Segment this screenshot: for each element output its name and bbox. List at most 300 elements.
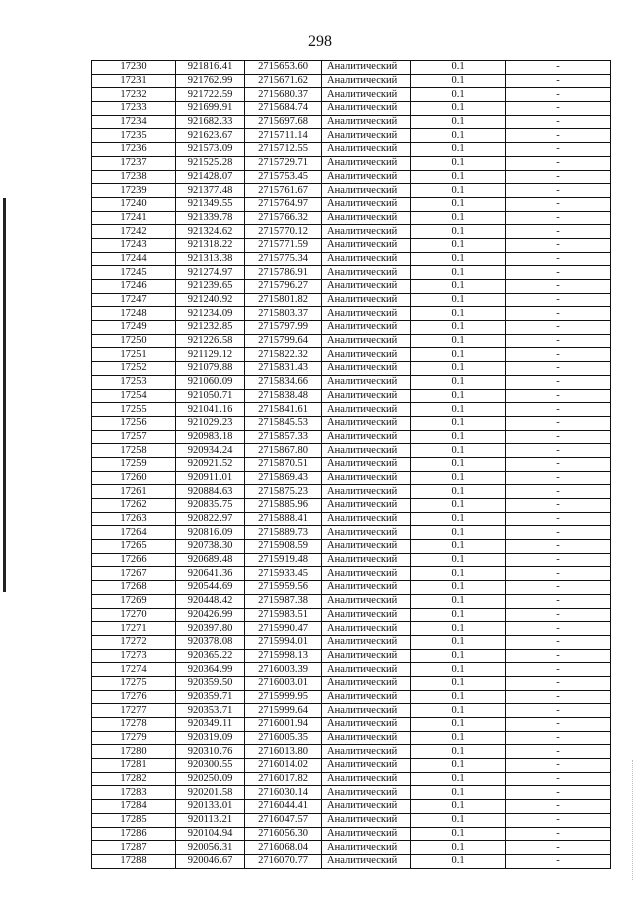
y-coordinate-cell: 2715803.37: [245, 307, 322, 321]
y-coordinate-cell: 2715857.33: [245, 430, 322, 444]
note-cell: -: [506, 553, 611, 567]
point-number-cell: 17288: [92, 854, 176, 868]
table-row: [92, 526, 611, 540]
note-cell: -: [506, 197, 611, 211]
y-coordinate-cell: 2715999.64: [245, 704, 322, 718]
x-coordinate-cell: 920056.31: [176, 841, 245, 855]
note-cell: -: [506, 540, 611, 554]
x-coordinate-cell: 920641.36: [176, 567, 245, 581]
point-number-cell: 17273: [92, 649, 176, 663]
accuracy-cell: 0.1: [411, 362, 506, 376]
method-cell: Аналитический: [322, 594, 411, 608]
method-cell: Аналитический: [322, 553, 411, 567]
note-cell: -: [506, 718, 611, 732]
accuracy-cell: 0.1: [411, 430, 506, 444]
note-cell: -: [506, 156, 611, 170]
x-coordinate-cell: 920934.24: [176, 444, 245, 458]
method-cell: Аналитический: [322, 786, 411, 800]
x-coordinate-cell: 921324.62: [176, 225, 245, 239]
x-coordinate-cell: 921377.48: [176, 184, 245, 198]
x-coordinate-cell: 920349.11: [176, 718, 245, 732]
table-row: [92, 608, 611, 622]
point-number-cell: 17231: [92, 74, 176, 88]
table-row: [92, 635, 611, 649]
point-number-cell: 17277: [92, 704, 176, 718]
y-coordinate-cell: 2715653.60: [245, 61, 322, 75]
point-number-cell: 17253: [92, 375, 176, 389]
accuracy-cell: 0.1: [411, 170, 506, 184]
note-cell: -: [506, 129, 611, 143]
table-row: [92, 622, 611, 636]
accuracy-cell: 0.1: [411, 827, 506, 841]
method-cell: Аналитический: [322, 731, 411, 745]
accuracy-cell: 0.1: [411, 608, 506, 622]
accuracy-cell: 0.1: [411, 854, 506, 868]
method-cell: Аналитический: [322, 307, 411, 321]
accuracy-cell: 0.1: [411, 567, 506, 581]
y-coordinate-cell: 2715889.73: [245, 526, 322, 540]
x-coordinate-cell: 920448.42: [176, 594, 245, 608]
note-cell: -: [506, 321, 611, 335]
accuracy-cell: 0.1: [411, 471, 506, 485]
note-cell: -: [506, 622, 611, 636]
y-coordinate-cell: 2715990.47: [245, 622, 322, 636]
point-number-cell: 17286: [92, 827, 176, 841]
x-coordinate-cell: 921722.59: [176, 88, 245, 102]
accuracy-cell: 0.1: [411, 238, 506, 252]
method-cell: Аналитический: [322, 102, 411, 116]
x-coordinate-cell: 920835.75: [176, 499, 245, 513]
y-coordinate-cell: 2715845.53: [245, 416, 322, 430]
accuracy-cell: 0.1: [411, 676, 506, 690]
point-number-cell: 17237: [92, 156, 176, 170]
accuracy-cell: 0.1: [411, 416, 506, 430]
y-coordinate-cell: 2715697.68: [245, 115, 322, 129]
point-number-cell: 17278: [92, 718, 176, 732]
y-coordinate-cell: 2715875.23: [245, 485, 322, 499]
accuracy-cell: 0.1: [411, 197, 506, 211]
note-cell: -: [506, 102, 611, 116]
method-cell: Аналитический: [322, 841, 411, 855]
method-cell: Аналитический: [322, 225, 411, 239]
table-row: [92, 485, 611, 499]
table-row: [92, 594, 611, 608]
y-coordinate-cell: 2715684.74: [245, 102, 322, 116]
x-coordinate-cell: 920983.18: [176, 430, 245, 444]
point-number-cell: 17275: [92, 676, 176, 690]
point-number-cell: 17232: [92, 88, 176, 102]
point-number-cell: 17230: [92, 61, 176, 75]
table-row: [92, 266, 611, 280]
table-row: [92, 430, 611, 444]
method-cell: Аналитический: [322, 499, 411, 513]
x-coordinate-cell: 920822.97: [176, 512, 245, 526]
method-cell: Аналитический: [322, 293, 411, 307]
method-cell: Аналитический: [322, 280, 411, 294]
accuracy-cell: 0.1: [411, 581, 506, 595]
table-row: [92, 704, 611, 718]
note-cell: -: [506, 143, 611, 157]
x-coordinate-cell: 920113.21: [176, 813, 245, 827]
table-row: [92, 663, 611, 677]
accuracy-cell: 0.1: [411, 102, 506, 116]
method-cell: Аналитический: [322, 129, 411, 143]
table-row: [92, 444, 611, 458]
note-cell: -: [506, 813, 611, 827]
point-number-cell: 17254: [92, 389, 176, 403]
note-cell: -: [506, 280, 611, 294]
x-coordinate-cell: 920300.55: [176, 759, 245, 773]
point-number-cell: 17258: [92, 444, 176, 458]
note-cell: -: [506, 362, 611, 376]
method-cell: Аналитический: [322, 540, 411, 554]
y-coordinate-cell: 2715770.12: [245, 225, 322, 239]
point-number-cell: 17287: [92, 841, 176, 855]
x-coordinate-cell: 920397.80: [176, 622, 245, 636]
method-cell: Аналитический: [322, 266, 411, 280]
method-cell: Аналитический: [322, 74, 411, 88]
accuracy-cell: 0.1: [411, 622, 506, 636]
method-cell: Аналитический: [322, 170, 411, 184]
y-coordinate-cell: 2715712.55: [245, 143, 322, 157]
table-row: [92, 403, 611, 417]
table-row: [92, 649, 611, 663]
y-coordinate-cell: 2716003.01: [245, 676, 322, 690]
y-coordinate-cell: 2715680.37: [245, 88, 322, 102]
y-coordinate-cell: 2715867.80: [245, 444, 322, 458]
x-coordinate-cell: 920104.94: [176, 827, 245, 841]
point-number-cell: 17242: [92, 225, 176, 239]
accuracy-cell: 0.1: [411, 772, 506, 786]
table-row: [92, 731, 611, 745]
note-cell: -: [506, 512, 611, 526]
table-row: [92, 827, 611, 841]
point-number-cell: 17252: [92, 362, 176, 376]
table-row: [92, 854, 611, 868]
table-row: [92, 540, 611, 554]
point-number-cell: 17255: [92, 403, 176, 417]
point-number-cell: 17270: [92, 608, 176, 622]
accuracy-cell: 0.1: [411, 143, 506, 157]
accuracy-cell: 0.1: [411, 718, 506, 732]
point-number-cell: 17272: [92, 635, 176, 649]
table-row: [92, 74, 611, 88]
accuracy-cell: 0.1: [411, 444, 506, 458]
table-row: [92, 293, 611, 307]
x-coordinate-cell: 921428.07: [176, 170, 245, 184]
y-coordinate-cell: 2715797.99: [245, 321, 322, 335]
x-coordinate-cell: 921226.58: [176, 334, 245, 348]
method-cell: Аналитический: [322, 156, 411, 170]
x-coordinate-cell: 921699.91: [176, 102, 245, 116]
table-row: [92, 184, 611, 198]
y-coordinate-cell: 2715869.43: [245, 471, 322, 485]
accuracy-cell: 0.1: [411, 321, 506, 335]
point-number-cell: 17279: [92, 731, 176, 745]
x-coordinate-cell: 920046.67: [176, 854, 245, 868]
method-cell: Аналитический: [322, 389, 411, 403]
point-number-cell: 17280: [92, 745, 176, 759]
x-coordinate-cell: 920319.09: [176, 731, 245, 745]
accuracy-cell: 0.1: [411, 129, 506, 143]
method-cell: Аналитический: [322, 471, 411, 485]
table-row: [92, 759, 611, 773]
method-cell: Аналитический: [322, 622, 411, 636]
x-coordinate-cell: 921029.23: [176, 416, 245, 430]
table-row: [92, 225, 611, 239]
note-cell: -: [506, 416, 611, 430]
x-coordinate-cell: 921313.38: [176, 252, 245, 266]
x-coordinate-cell: 921129.12: [176, 348, 245, 362]
accuracy-cell: 0.1: [411, 348, 506, 362]
y-coordinate-cell: 2716003.39: [245, 663, 322, 677]
point-number-cell: 17233: [92, 102, 176, 116]
y-coordinate-cell: 2716017.82: [245, 772, 322, 786]
y-coordinate-cell: 2715764.97: [245, 197, 322, 211]
note-cell: -: [506, 676, 611, 690]
table-row: [92, 129, 611, 143]
accuracy-cell: 0.1: [411, 403, 506, 417]
y-coordinate-cell: 2716068.04: [245, 841, 322, 855]
accuracy-cell: 0.1: [411, 293, 506, 307]
y-coordinate-cell: 2715841.61: [245, 403, 322, 417]
y-coordinate-cell: 2715761.67: [245, 184, 322, 198]
x-coordinate-cell: 921318.22: [176, 238, 245, 252]
x-coordinate-cell: 920816.09: [176, 526, 245, 540]
y-coordinate-cell: 2716013.80: [245, 745, 322, 759]
accuracy-cell: 0.1: [411, 553, 506, 567]
y-coordinate-cell: 2715998.13: [245, 649, 322, 663]
x-coordinate-cell: 921623.67: [176, 129, 245, 143]
point-number-cell: 17271: [92, 622, 176, 636]
table-row: [92, 321, 611, 335]
note-cell: -: [506, 581, 611, 595]
point-number-cell: 17269: [92, 594, 176, 608]
accuracy-cell: 0.1: [411, 663, 506, 677]
accuracy-cell: 0.1: [411, 841, 506, 855]
method-cell: Аналитический: [322, 526, 411, 540]
accuracy-cell: 0.1: [411, 184, 506, 198]
method-cell: Аналитический: [322, 184, 411, 198]
accuracy-cell: 0.1: [411, 499, 506, 513]
table-row: [92, 115, 611, 129]
point-number-cell: 17259: [92, 457, 176, 471]
note-cell: -: [506, 745, 611, 759]
method-cell: Аналитический: [322, 348, 411, 362]
table-row: [92, 88, 611, 102]
table-row: [92, 676, 611, 690]
note-cell: -: [506, 238, 611, 252]
y-coordinate-cell: 2716056.30: [245, 827, 322, 841]
y-coordinate-cell: 2715775.34: [245, 252, 322, 266]
table-row: [92, 581, 611, 595]
accuracy-cell: 0.1: [411, 690, 506, 704]
note-cell: -: [506, 375, 611, 389]
point-number-cell: 17249: [92, 321, 176, 335]
x-coordinate-cell: 921274.97: [176, 266, 245, 280]
x-coordinate-cell: 921041.16: [176, 403, 245, 417]
table-row: [92, 690, 611, 704]
x-coordinate-cell: 920310.76: [176, 745, 245, 759]
y-coordinate-cell: 2715834.66: [245, 375, 322, 389]
scan-margin-dots: [632, 760, 634, 880]
note-cell: -: [506, 649, 611, 663]
point-number-cell: 17282: [92, 772, 176, 786]
method-cell: Аналитический: [322, 457, 411, 471]
method-cell: Аналитический: [322, 238, 411, 252]
y-coordinate-cell: 2715786.91: [245, 266, 322, 280]
accuracy-cell: 0.1: [411, 307, 506, 321]
method-cell: Аналитический: [322, 375, 411, 389]
table-row: [92, 813, 611, 827]
note-cell: -: [506, 731, 611, 745]
accuracy-cell: 0.1: [411, 457, 506, 471]
table-row: [92, 280, 611, 294]
method-cell: Аналитический: [322, 334, 411, 348]
note-cell: -: [506, 704, 611, 718]
coordinates-table-body: [92, 61, 611, 869]
table-row: [92, 457, 611, 471]
x-coordinate-cell: 921239.65: [176, 280, 245, 294]
y-coordinate-cell: 2716070.77: [245, 854, 322, 868]
point-number-cell: 17274: [92, 663, 176, 677]
y-coordinate-cell: 2715888.41: [245, 512, 322, 526]
point-number-cell: 17248: [92, 307, 176, 321]
accuracy-cell: 0.1: [411, 731, 506, 745]
x-coordinate-cell: 921573.09: [176, 143, 245, 157]
accuracy-cell: 0.1: [411, 745, 506, 759]
note-cell: -: [506, 827, 611, 841]
note-cell: -: [506, 567, 611, 581]
x-coordinate-cell: 921762.99: [176, 74, 245, 88]
accuracy-cell: 0.1: [411, 800, 506, 814]
x-coordinate-cell: 921050.71: [176, 389, 245, 403]
method-cell: Аналитический: [322, 416, 411, 430]
table-row: [92, 334, 611, 348]
x-coordinate-cell: 920133.01: [176, 800, 245, 814]
point-number-cell: 17238: [92, 170, 176, 184]
method-cell: Аналитический: [322, 704, 411, 718]
point-number-cell: 17283: [92, 786, 176, 800]
note-cell: -: [506, 444, 611, 458]
method-cell: Аналитический: [322, 827, 411, 841]
note-cell: -: [506, 88, 611, 102]
x-coordinate-cell: 921816.41: [176, 61, 245, 75]
table-row: [92, 238, 611, 252]
note-cell: -: [506, 293, 611, 307]
y-coordinate-cell: 2716014.02: [245, 759, 322, 773]
point-number-cell: 17235: [92, 129, 176, 143]
table-row: [92, 800, 611, 814]
method-cell: Аналитический: [322, 663, 411, 677]
accuracy-cell: 0.1: [411, 280, 506, 294]
note-cell: -: [506, 170, 611, 184]
table-row: [92, 307, 611, 321]
method-cell: Аналитический: [322, 252, 411, 266]
note-cell: -: [506, 759, 611, 773]
x-coordinate-cell: 921234.09: [176, 307, 245, 321]
method-cell: Аналитический: [322, 635, 411, 649]
accuracy-cell: 0.1: [411, 88, 506, 102]
method-cell: Аналитический: [322, 143, 411, 157]
point-number-cell: 17236: [92, 143, 176, 157]
accuracy-cell: 0.1: [411, 115, 506, 129]
method-cell: Аналитический: [322, 115, 411, 129]
y-coordinate-cell: 2715933.45: [245, 567, 322, 581]
y-coordinate-cell: 2715831.43: [245, 362, 322, 376]
accuracy-cell: 0.1: [411, 813, 506, 827]
method-cell: Аналитический: [322, 649, 411, 663]
table-row: [92, 841, 611, 855]
accuracy-cell: 0.1: [411, 156, 506, 170]
note-cell: -: [506, 61, 611, 75]
accuracy-cell: 0.1: [411, 389, 506, 403]
note-cell: -: [506, 499, 611, 513]
point-number-cell: 17267: [92, 567, 176, 581]
table-row: [92, 61, 611, 75]
table-row: [92, 211, 611, 225]
point-number-cell: 17241: [92, 211, 176, 225]
point-number-cell: 17266: [92, 553, 176, 567]
table-row: [92, 553, 611, 567]
note-cell: -: [506, 266, 611, 280]
note-cell: -: [506, 594, 611, 608]
method-cell: Аналитический: [322, 608, 411, 622]
y-coordinate-cell: 2715822.32: [245, 348, 322, 362]
note-cell: -: [506, 252, 611, 266]
y-coordinate-cell: 2715711.14: [245, 129, 322, 143]
point-number-cell: 17276: [92, 690, 176, 704]
method-cell: Аналитический: [322, 444, 411, 458]
point-number-cell: 17284: [92, 800, 176, 814]
point-number-cell: 17239: [92, 184, 176, 198]
method-cell: Аналитический: [322, 772, 411, 786]
note-cell: -: [506, 334, 611, 348]
accuracy-cell: 0.1: [411, 266, 506, 280]
y-coordinate-cell: 2715753.45: [245, 170, 322, 184]
method-cell: Аналитический: [322, 362, 411, 376]
note-cell: -: [506, 225, 611, 239]
x-coordinate-cell: 921060.09: [176, 375, 245, 389]
note-cell: -: [506, 690, 611, 704]
x-coordinate-cell: 920911.01: [176, 471, 245, 485]
accuracy-cell: 0.1: [411, 61, 506, 75]
point-number-cell: 17281: [92, 759, 176, 773]
point-number-cell: 17257: [92, 430, 176, 444]
table-row: [92, 786, 611, 800]
method-cell: Аналитический: [322, 745, 411, 759]
table-row: [92, 197, 611, 211]
x-coordinate-cell: 921339.78: [176, 211, 245, 225]
method-cell: Аналитический: [322, 512, 411, 526]
method-cell: Аналитический: [322, 718, 411, 732]
table-row: [92, 471, 611, 485]
y-coordinate-cell: 2715801.82: [245, 293, 322, 307]
note-cell: -: [506, 389, 611, 403]
y-coordinate-cell: 2715799.64: [245, 334, 322, 348]
x-coordinate-cell: 920544.69: [176, 581, 245, 595]
coordinates-table: [91, 60, 611, 869]
table-row: [92, 499, 611, 513]
method-cell: Аналитический: [322, 800, 411, 814]
note-cell: -: [506, 471, 611, 485]
accuracy-cell: 0.1: [411, 74, 506, 88]
table-row: [92, 772, 611, 786]
point-number-cell: 17262: [92, 499, 176, 513]
accuracy-cell: 0.1: [411, 526, 506, 540]
y-coordinate-cell: 2715919.48: [245, 553, 322, 567]
x-coordinate-cell: 920378.08: [176, 635, 245, 649]
